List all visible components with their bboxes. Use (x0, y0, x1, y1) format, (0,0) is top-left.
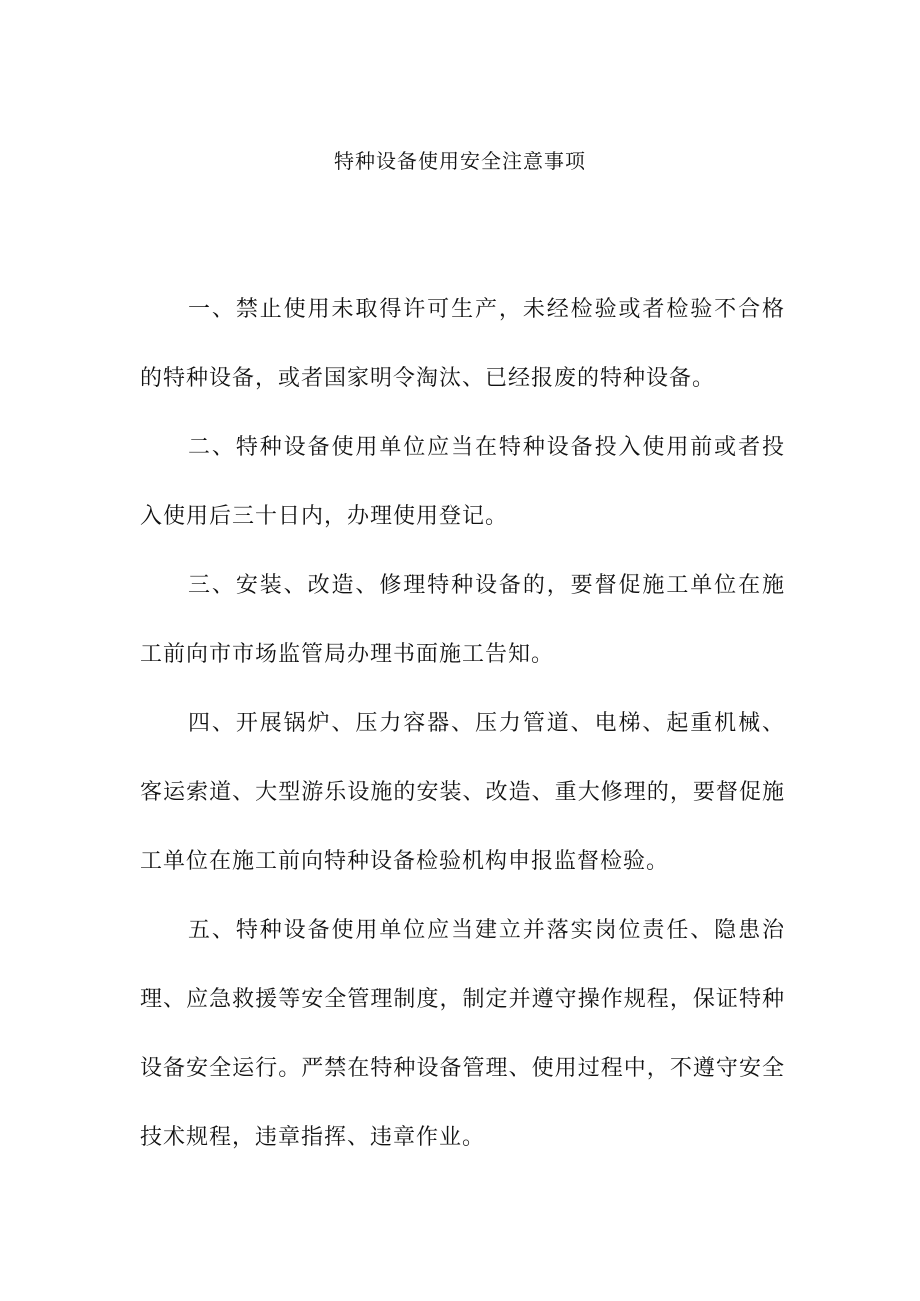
paragraph-3: 三、安装、改造、修理特种设备的，要督促施工单位在施工前向市市场监管局办理书面施工告知。 (140, 573, 785, 667)
paragraph-1: 一、禁止使用未取得许可生产，未经检验或者检验不合格的特种设备，或者国家明令淘汰、已经报废的特种设备。 (140, 297, 785, 391)
paragraph-5: 五、特种设备使用单位应当建立并落实岗位责任、隐患治理、应急救援等安全管理制度，制定并遵守操作规程，保证特种设备安全运行。严禁在特种设备管理、使用过程中，不遵守安全技术规程，违章指挥、违章作业。 (140, 918, 785, 1150)
document-title: 特种设备使用安全注意事项 (334, 149, 586, 173)
paragraph-2: 二、特种设备使用单位应当在特种设备投入使用前或者投入使用后三十日内，办理使用登记。 (140, 435, 785, 529)
document-body (140, 275, 785, 1172)
paragraph-4: 四、开展锅炉、压力容器、压力管道、电梯、起重机械、客运索道、大型游乐设施的安装、改造、重大修理的，要督促施工单位在施工前向特种设备检验机构申报监督检验。 (140, 711, 785, 874)
